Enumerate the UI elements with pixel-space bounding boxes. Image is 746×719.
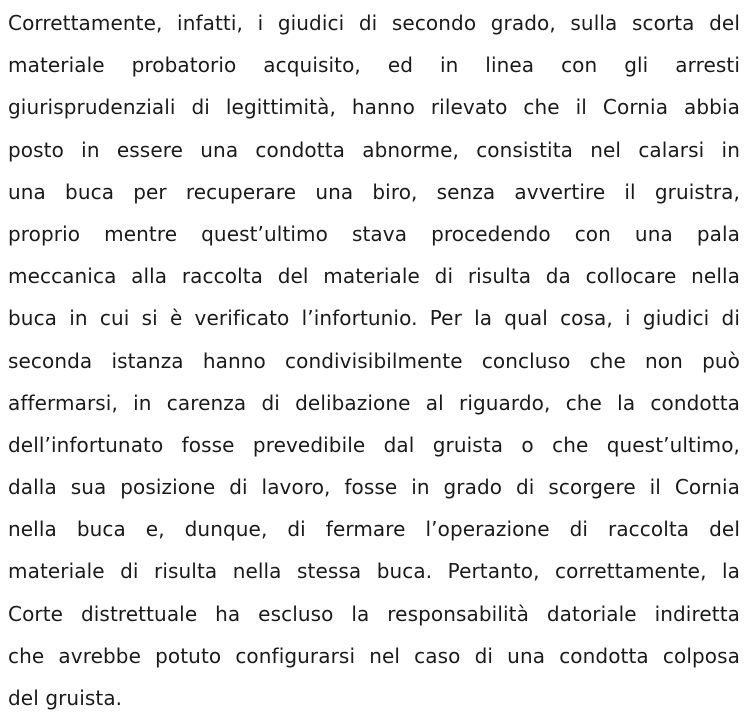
text-line: affermarsi, in carenza di delibazione al riguardo, che la condotta	[8, 390, 740, 415]
text-line: meccanica alla raccolta del materiale di risulta da collocare nella	[8, 264, 740, 289]
paragraph	[8, 2, 740, 719]
text-line: seconda istanza hanno condivisibilmente concluso che non può	[8, 348, 740, 373]
text-line: buca in cui si è verificato l’infortunio. Per la qual cosa, i giudici di	[8, 306, 740, 331]
text-line: giurisprudenziali di legittimità, hanno rilevato che il Cornia abbia	[8, 95, 740, 120]
text-line: Correttamente, infatti, i giudici di secondo grado, sulla scorta del	[8, 11, 740, 35]
document-page	[8, 2, 740, 719]
text-line: Corte distrettuale ha escluso la responsabilità datoriale indiretta	[8, 601, 740, 626]
text-line: proprio mentre quest’ultimo stava procedendo con una pala	[8, 221, 740, 246]
text-line: posto in essere una condotta abnorme, consistita nel calarsi in	[8, 137, 740, 162]
text-line: materiale di risulta nella stessa buca. Pertanto, correttamente, la	[8, 559, 740, 584]
text-line: una buca per recuperare una biro, senza avvertire il gruistra,	[8, 179, 740, 204]
text-line: dell’infortunato fosse prevedibile dal gruista o che quest’ultimo,	[8, 432, 740, 457]
text-line: materiale probatorio acquisito, ed in linea con gli arresti	[8, 53, 740, 78]
text-line: nella buca e, dunque, di fermare l’operazione di raccolta del	[8, 517, 740, 542]
text-line: che avrebbe potuto configurarsi nel caso di una condotta colposa	[8, 643, 740, 668]
text-line: dalla sua posizione di lavoro, fosse in grado di scorgere il Cornia	[8, 475, 740, 500]
text-line: del gruista.	[8, 686, 123, 710]
